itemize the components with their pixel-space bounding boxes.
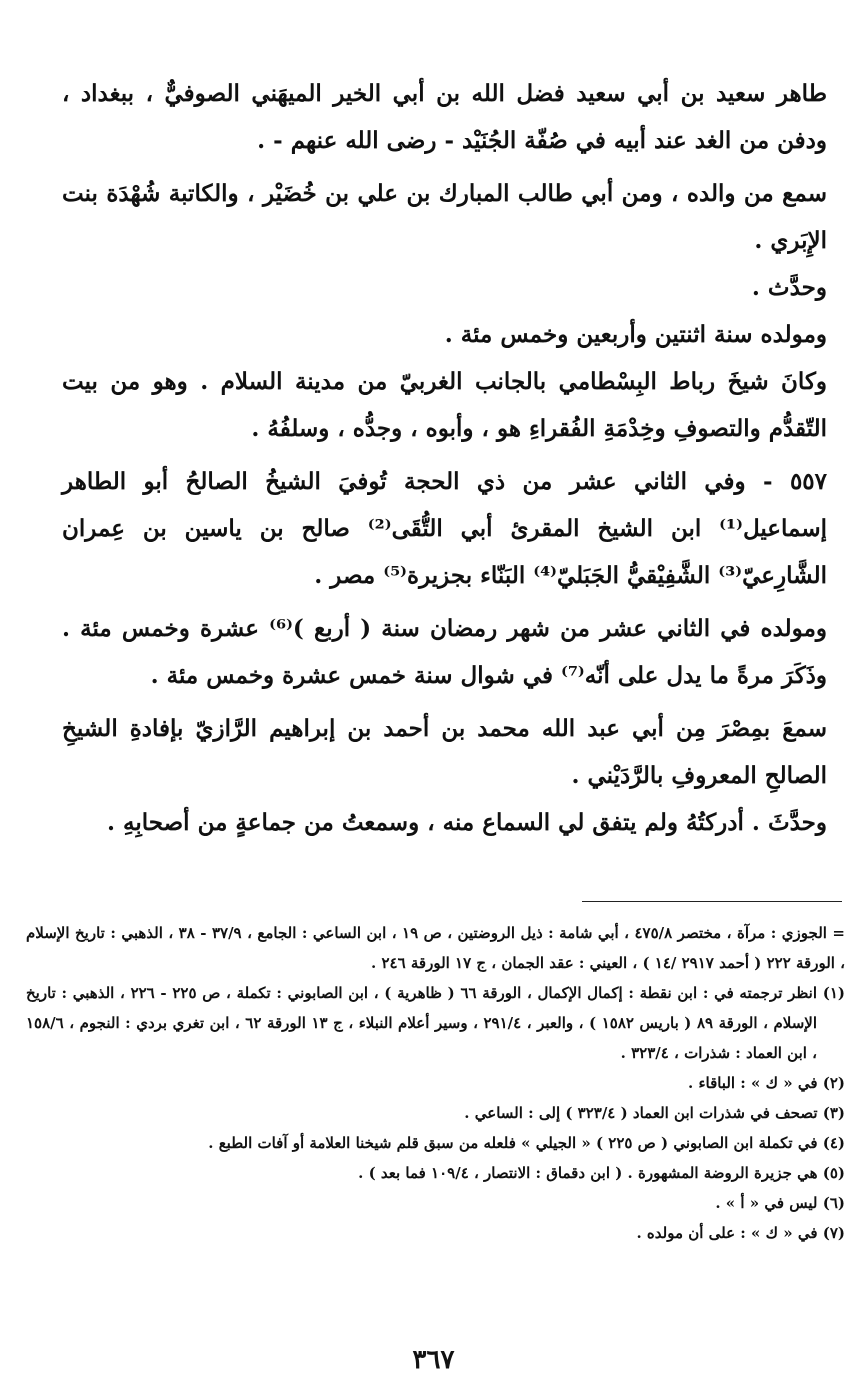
entry-557: ٥٥٧ - وفي الثاني عشر من ذي الحجة تُوفيَ الشيخُ الصالحُ أبو الطاهر إسماعيل⁽¹⁾ ابن الشيخ المقرئ أبي التُّقَى⁽²⁾ صالح بن ياسين بن عِمران الشَّارِعيّ⁽³⁾ الشَّفِيْقيُّ الجَبَليّ⁽⁴⁾ البَنّاء بجزيرة⁽⁵⁾ مصر . xyxy=(62,468,827,589)
footnote-1: (١) انظر ترجمته في : ابن نقطة : إكمال الإكمال ، الورقة ٦٦ ( ظاهرية ) ، ابن الصابوني : تكملة ، ص ٢٢٥ - ٢٢٦ ، الذهبي : تاريخ الإسلام ، الورقة ٨٩ ( باريس ١٥٨٢ ) ، والعبر ، ٢٩١/٤ ، وسير أعلام النبلاء ، ج ١٣ الورقة ٦٢ ، ابن تغري بردي : النجوم ، ١٥٨/٦ ، ابن العماد : شذرات ، ٣٢٣/٤ . xyxy=(26,984,845,1062)
paragraph-narrated: وحدَّث . xyxy=(751,274,827,301)
paragraph-heard-in-egypt: سمعَ بمِصْرَ مِن أبي عبد الله محمد بن أحمد بن إبراهيم الرَّازيّ بإفادةِ الشيخِ الصالحِ المعروفِ بالرَّدَيْني . xyxy=(62,715,827,789)
footnote-5: (٥) هي جزيرة الروضة المشهورة . ( ابن دقماق : الانتصار ، ١٠٩/٤ فما بعد ) . xyxy=(358,1164,845,1182)
footnote-3: (٣) تصحف في شذرات ابن العماد ( ٣٢٣/٤ ) إلى : الساعي . xyxy=(464,1104,845,1122)
paragraph-ribat: وكانَ شيخَ رباط البِسْطامي بالجانب الغربيّ من مدينة السلام . وهو من بيت التّقدُّم والتصوفِ وخِدْمَةِ الفُقراءِ هو ، وأبوه ، وجدُّه ، وسلفُهُ . xyxy=(62,368,827,442)
footnote-4: (٤) في تكملة ابن الصابوني ( ص ٢٢٥ ) « الجيلي » فلعله من سبق قلم شيخنا العلامة أو آفات الطبع . xyxy=(208,1134,845,1152)
footnote-separator xyxy=(582,901,842,902)
footnote-continuation: = الجوزي : مرآة ، مختصر ٤٧٥/٨ ، أبي شامة : ذيل الروضتين ، ص ١٩ ، ابن الساعي : الجامع ، ٣٧/٩ - ٣٨ ، الذهبي : تاريخ الإسلام ، الورقة ٢٢٢ ( أحمد ٢٩١٧ /١٤ ) ، العيني : عقد الجمان ، ج ١٧ الورقة ٢٤٦ . xyxy=(26,924,845,972)
footnotes xyxy=(26,918,845,1248)
footnote-7: (٧) في « ك » : على أن مولده . xyxy=(636,1224,845,1242)
page-number: ٣٦٧ xyxy=(412,1345,455,1375)
paragraph-birth-year: ومولده سنة اثنتين وأربعين وخمس مئة . xyxy=(444,321,827,348)
footnote-2: (٢) في « ك » : الباقاء . xyxy=(688,1074,845,1092)
paragraph-teachers: سمع من والده ، ومن أبي طالب المبارك بن علي بن خُضَيْر ، والكاتبة شُهْدَة بنت الإِبَري . xyxy=(62,180,827,254)
paragraph-burial: طاهر سعيد بن أبي سعيد فضل الله بن أبي الخير الميهَني الصوفيٌّ ، ببغداد ، ودفن من الغد عند أبيه في صُفّة الجُنَيْد - رضى الله عنهم - . xyxy=(62,80,827,154)
paragraph-author-met: وحدَّثَ . أدركتُهُ ولم يتفق لي السماع منه ، وسمعتُ من جماعةٍ من أصحابِهِ . xyxy=(107,809,827,836)
footnote-6: (٦) ليس في « أ » . xyxy=(715,1194,845,1212)
paragraph-birth-date: ومولده في الثاني عشر من شهر رمضان سنة ( أربع )⁽⁶⁾ عشرة وخمس مئة . وذَكَرَ مرةً ما يدل على أنّه⁽⁷⁾ في شوال سنة خمس عشرة وخمس مئة . xyxy=(62,615,827,689)
main-text xyxy=(62,70,827,846)
